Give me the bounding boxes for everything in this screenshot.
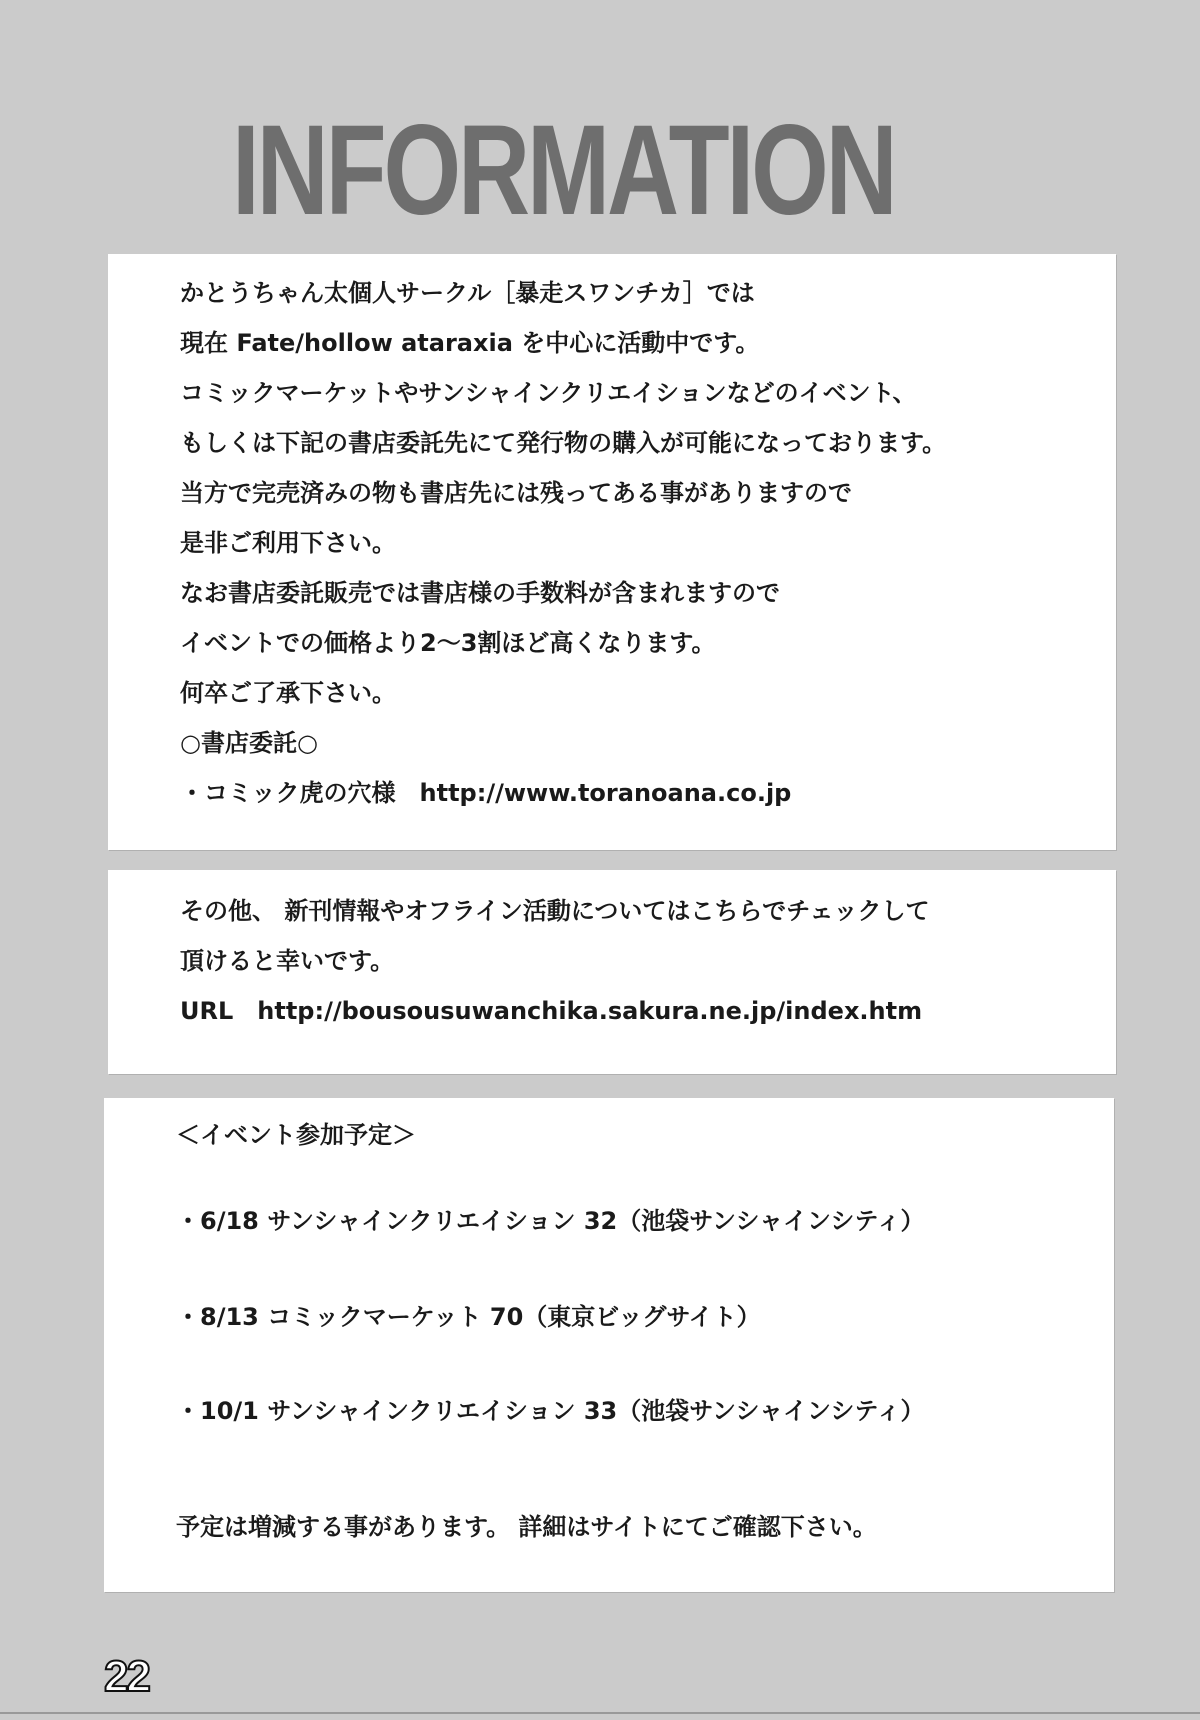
info-line: かとうちゃん太個人サークル［暴走スワンチカ］では — [180, 279, 755, 307]
info-line: 何卒ご了承下さい。 — [180, 679, 396, 707]
bottom-divider — [0, 1712, 1200, 1714]
event-item: ・10/1 サンシャインクリエイション 33（池袋サンシャインシティ） — [176, 1397, 925, 1425]
event-item: ・8/13 コミックマーケット 70（東京ビッグサイト） — [176, 1303, 761, 1331]
events-heading: ＜イベント参加予定＞ — [176, 1121, 416, 1149]
info-line: 現在 Fate/hollow ataraxia を中心に活動中です。 — [180, 329, 760, 357]
events-box — [104, 1098, 1114, 1592]
bookstore-link[interactable]: ・コミック虎の穴様 http://www.toranoana.co.jp — [180, 779, 792, 807]
website-info-box — [108, 870, 1116, 1074]
website-line: その他、 新刊情報やオフライン活動についてはこちらでチェックして — [180, 897, 930, 925]
website-line: 頂けると幸いです。 — [180, 947, 395, 975]
events-note: 予定は増減する事があります。 詳細はサイトにてご確認下さい。 — [176, 1513, 877, 1541]
circle-info-box — [108, 254, 1116, 850]
info-line: もしくは下記の書店委託先にて発行物の購入が可能になっております。 — [180, 429, 947, 457]
info-line: なお書店委託販売では書店様の手数料が含まれますので — [180, 579, 780, 607]
info-line: イベントでの価格より2〜3割ほど高くなります。 — [180, 629, 716, 657]
info-line: 是非ご利用下さい。 — [180, 529, 396, 557]
page-title: INFORMATION — [232, 99, 895, 242]
info-line: ○書店委託○ — [180, 729, 318, 757]
page-number: 22 — [104, 1652, 149, 1701]
info-line: 当方で完売済みの物も書店先には残ってある事がありますので — [180, 479, 852, 507]
event-item: ・6/18 サンシャインクリエイション 32（池袋サンシャインシティ） — [176, 1207, 925, 1235]
info-line: コミックマーケットやサンシャインクリエイションなどのイベント、 — [180, 379, 917, 407]
website-url-link[interactable]: URL http://bousousuwanchika.sakura.ne.jp/index.htm — [180, 997, 923, 1025]
